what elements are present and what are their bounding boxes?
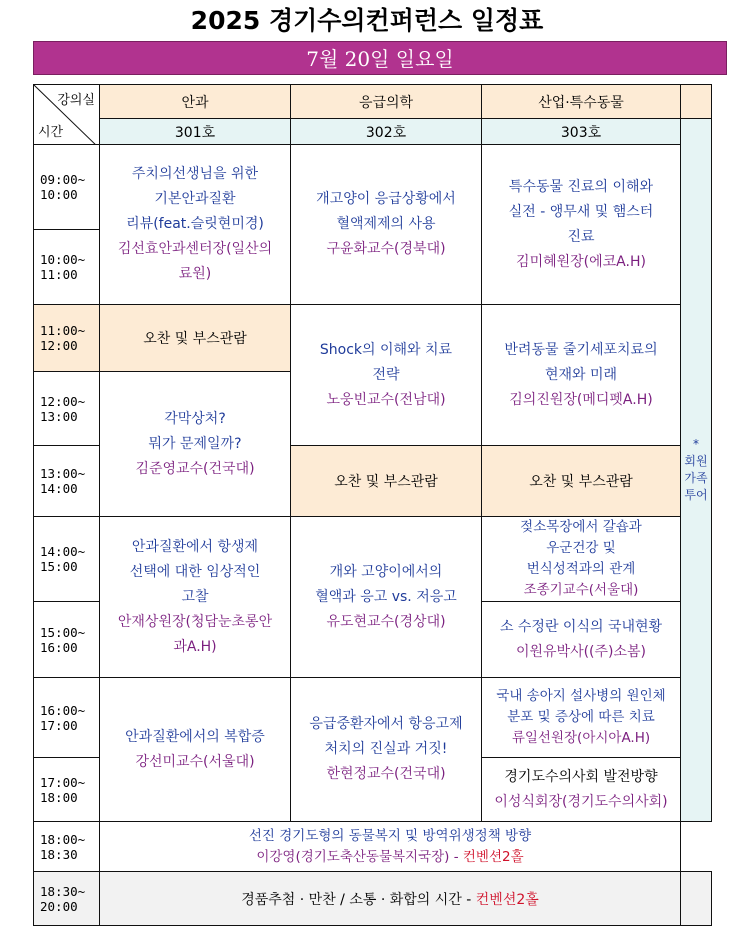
session-card[interactable] xyxy=(291,678,482,822)
lunch-cell: 오찬 및 부스관람 xyxy=(100,305,291,372)
room-number-3: 303호 xyxy=(482,119,681,145)
time-slot: 13:00~ 14:00 xyxy=(34,446,100,517)
session-title: 전략 xyxy=(372,366,400,383)
session-speaker: 류일선원장(아시아A.H) xyxy=(511,730,651,746)
session-title: 처치의 진실과 거짓! xyxy=(324,741,448,757)
plenary-session[interactable] xyxy=(100,822,681,872)
session-card[interactable] xyxy=(482,145,681,305)
schedule-table xyxy=(33,84,712,926)
session-card[interactable] xyxy=(482,305,681,446)
session-title: 뭐가 문제일까? xyxy=(148,435,242,452)
session-speaker: 한현정교수(건국대) xyxy=(326,766,446,782)
room-number-2: 302호 xyxy=(291,119,482,145)
time-slot: 10:00~ 11:00 xyxy=(34,230,100,305)
closing-venue: 컨벤션2홀 xyxy=(475,891,539,908)
session-card[interactable] xyxy=(100,145,291,305)
session-card[interactable] xyxy=(482,678,681,758)
closing-side xyxy=(681,872,712,926)
session-speaker: 이성식회장(경기도수의사회) xyxy=(494,793,668,810)
corner-time-label: 시간 xyxy=(38,125,64,140)
plenary-title: 선진 경기도형의 동물복지 및 방역위생정책 방향 xyxy=(248,827,532,844)
session-title: 현재와 미래 xyxy=(544,366,618,383)
session-speaker: 김선효안과센터장(일산의 xyxy=(117,241,273,257)
time-slot: 11:00~ 12:00 xyxy=(34,305,100,372)
time-slot: 12:00~ 13:00 xyxy=(34,372,100,446)
session-title: 기본안과질환 xyxy=(154,191,236,207)
plenary-venue: 컨벤션2홀 xyxy=(462,848,524,865)
session-card[interactable] xyxy=(100,678,291,822)
room-name-3: 산업·특수동물 xyxy=(482,85,681,119)
session-card[interactable] xyxy=(482,758,681,822)
session-title: 혈액제제의 사용 xyxy=(336,216,436,232)
side-note-line: 회원 xyxy=(684,454,708,468)
session-speaker: 유도현교수(경상대) xyxy=(326,613,446,630)
session-title: 각막상처? xyxy=(164,410,226,427)
plenary-speaker: 이강영(경기도축산동물복지국장) - 컨벤션2홀 xyxy=(256,848,524,865)
session-title: 개와 고양이에서의 xyxy=(329,563,443,580)
session-card[interactable] xyxy=(100,517,291,678)
room-name-1: 안과 xyxy=(100,85,291,119)
session-speaker: 강선미교수(서울대) xyxy=(135,753,255,770)
session-title: 소 수정란 이식의 국내현황 xyxy=(499,618,663,635)
room-number-1: 301호 xyxy=(100,119,291,145)
session-speaker: 과A.H) xyxy=(173,638,217,655)
session-card[interactable] xyxy=(100,372,291,517)
session-title: 개고양이 응급상황에서 xyxy=(316,191,456,207)
session-speaker: 료원) xyxy=(178,266,212,282)
session-title: 실전 - 앵무새 및 햄스터 xyxy=(508,203,654,220)
time-slot: 17:00~ 18:00 xyxy=(34,758,100,822)
session-title: 고찰 xyxy=(181,588,209,605)
session-title: 국내 송아지 설사병의 원인체 xyxy=(496,688,666,704)
session-card[interactable] xyxy=(291,305,482,446)
session-title: 선택에 대한 임상적인 xyxy=(129,563,261,580)
session-title: 안과질환에서의 복합증 xyxy=(125,728,265,745)
session-title: 특수동물 진료의 이해와 xyxy=(508,178,654,195)
session-title: 경기도수의사회 발전방향 xyxy=(504,768,658,785)
session-speaker: 조종기교수(서울대) xyxy=(523,582,639,598)
session-speaker: 이원유박사((주)소봄) xyxy=(515,643,647,660)
time-slot: 15:00~ 16:00 xyxy=(34,602,100,678)
side-note-line: 가족 xyxy=(684,471,708,485)
session-title: 응급중환자에서 항응고제 xyxy=(309,716,463,732)
side-note-mark: * xyxy=(693,437,699,451)
session-title: 리뷰(feat.슬릿현미경) xyxy=(126,216,264,232)
lunch-cell: 오찬 및 부스관람 xyxy=(482,446,681,517)
session-speaker: 구윤화교수(경북대) xyxy=(326,241,446,257)
closing-event[interactable] xyxy=(100,872,681,926)
closing-title: 경품추첨 · 만찬 / 소통 · 화합의 시간 - 컨벤션2홀 xyxy=(241,891,539,908)
page-title: 2025 경기수의컨퍼런스 일정표 xyxy=(190,6,544,35)
session-speaker: 김미혜원장(에코A.H) xyxy=(516,253,646,270)
side-header xyxy=(681,85,712,119)
session-title: 우군건강 및 xyxy=(546,540,616,556)
session-title: 안과질환에서 항생제 xyxy=(131,538,259,555)
session-title: 번식성적과의 관계 xyxy=(526,561,636,577)
room-name-2: 응급의학 xyxy=(291,85,482,119)
time-slot: 18:30~ 20:00 xyxy=(34,872,100,926)
session-speaker: 김준영교수(건국대) xyxy=(135,460,255,477)
side-note-line: 투어 xyxy=(684,488,708,502)
time-slot: 16:00~ 17:00 xyxy=(34,678,100,758)
session-title: 혈액과 응고 vs. 저응고 xyxy=(315,588,457,605)
session-card[interactable] xyxy=(291,517,482,678)
session-speaker: 김의진원장(메디펫A.H) xyxy=(509,391,653,408)
session-card[interactable] xyxy=(482,517,681,602)
session-title: Shock의 이해와 치료 xyxy=(319,341,453,358)
session-card[interactable] xyxy=(482,602,681,678)
session-title: 젖소목장에서 갈숍과 xyxy=(520,519,642,535)
lunch-cell: 오찬 및 부스관람 xyxy=(291,446,482,517)
time-slot: 14:00~ 15:00 xyxy=(34,517,100,602)
session-title: 반려동물 줄기세포치료의 xyxy=(504,341,658,358)
side-note xyxy=(681,119,712,822)
session-speaker: 노웅빈교수(전남대) xyxy=(326,391,446,408)
session-title: 진료 xyxy=(567,228,595,245)
session-title: 분포 및 증상에 따른 치료 xyxy=(507,709,655,725)
date-banner: 7월 20일 일요일 xyxy=(33,41,727,75)
corner-room-label: 강의실 xyxy=(57,93,95,108)
session-speaker: 안재상원장(청담눈초롱안 xyxy=(117,613,273,630)
time-slot: 09:00~ 10:00 xyxy=(34,145,100,230)
session-card[interactable] xyxy=(291,145,482,305)
corner-header xyxy=(34,85,100,145)
time-slot: 18:00~ 18:30 xyxy=(34,822,100,872)
session-title: 주치의선생님을 위한 xyxy=(131,166,259,182)
